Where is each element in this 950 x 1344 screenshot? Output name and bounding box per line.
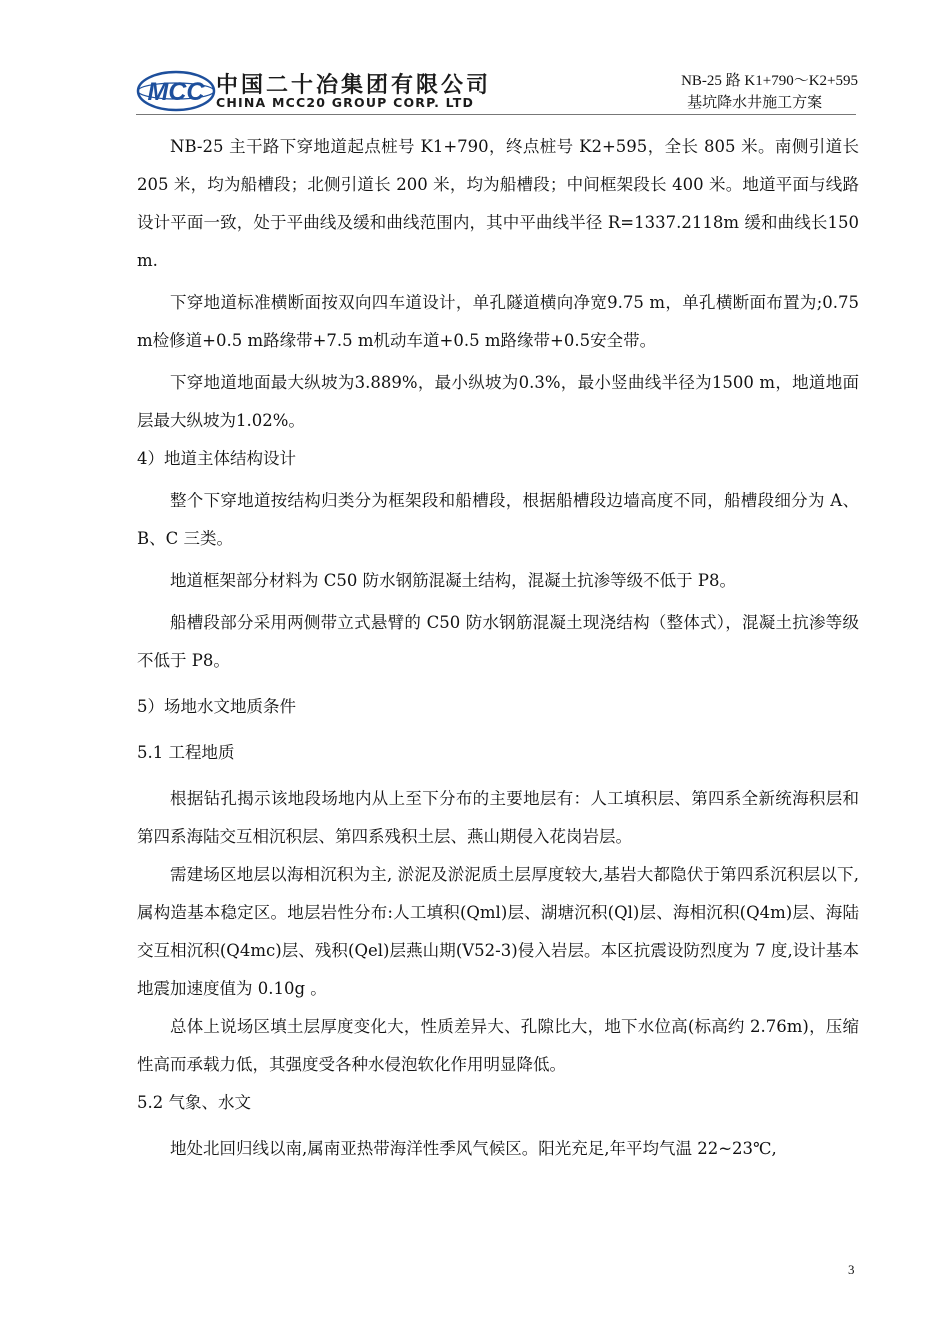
paragraph-climate: 地处北回归线以南,属南亚热带海洋性季风气候区。阳光充足,年平均气温 22~23℃, <box>170 1139 777 1158</box>
doc-title: 基坑降水井施工方案 <box>687 95 823 111</box>
mcc-logo-icon <box>136 70 216 112</box>
header-rule <box>136 114 856 115</box>
logo-english-name: CHINA MCC20 GROUP CORP. LTD <box>216 95 475 110</box>
section-heading-4: 4）地道主体结构设计 <box>137 449 296 468</box>
doc-code: NB-25 路 K1+790～K2+595 <box>681 73 858 89</box>
page-header <box>0 0 950 120</box>
company-logo <box>136 70 492 112</box>
header-doc-info <box>681 70 858 114</box>
paragraph-structure-class: 整个下穿地道按结构归类分为框架段和船槽段，根据船槽段边墙高度不同，船槽段细分为 A、B、C 三类。 <box>137 491 859 548</box>
section-heading-5-1: 5.1 工程地质 <box>137 743 235 762</box>
paragraph-strata: 根据钻孔揭示该地段场地内从上至下分布的主要地层有：人工填积层、第四系全新统海积层和第四系海陆交互相沉积层、第四系残积土层、燕山期侵入花岗岩层。 <box>137 789 859 846</box>
page-number: 3 <box>848 1262 855 1277</box>
paragraph-lithology: 需建场区地层以海相沉积为主, 淤泥及淤泥质土层厚度较大,基岩大都隐伏于第四系沉积层以下,属构造基本稳定区。地层岩性分布:人工填积(Qml)层、湖塘沉积(Ql)层、海相沉积(Q4m)层、海陆交互相沉积(Q4mc)层、残积(Qel)层燕山期(V52-3)侵入岩层。本区抗震设防烈度为 7 度,设计基本地震加速度值为 0.10g 。 <box>137 865 859 998</box>
document-body <box>137 128 859 1168</box>
paragraph-fill-layer: 总体上说场区填土层厚度变化大，性质差异大、孔隙比大，地下水位高(标高约 2.76m)，压缩性高而承载力低，其强度受各种水侵泡软化作用明显降低。 <box>137 1017 859 1074</box>
paragraph-cross-section: 下穿地道标准横断面按双向四车道设计，单孔隧道横向净宽9.75 m，单孔横断面布置为;0.75 m检修道+0.5 m路缘带+7.5 m机动车道+0.5 m路缘带+0.5安全带。 <box>137 293 859 350</box>
paragraph-route-overview: NB-25 主干路下穿地道起点桩号 K1+790，终点桩号 K2+595，全长 805 米。南侧引道长 205 米，均为船槽段；北侧引道长 200 米，均为船槽段；中间框架段长 400 米。地道平面与线路设计平面一致，处于平曲线及缓和曲线范围内，其中平曲线半径 R=1337.2118m 缓和曲线长150 m. <box>137 137 859 270</box>
section-heading-5: 5）场地水文地质条件 <box>137 697 296 716</box>
paragraph-trough-material: 船槽段部分采用两侧带立式悬臂的 C50 防水钢筋混凝土现浇结构（整体式），混凝土抗渗等级不低于 P8。 <box>137 613 859 670</box>
section-heading-5-2: 5.2 气象、水文 <box>137 1093 251 1112</box>
paragraph-grade: 下穿地道地面最大纵坡为3.889%，最小纵坡为0.3%，最小竖曲线半径为1500 m，地道地面层最大纵坡为1.02%。 <box>137 373 859 430</box>
svg-text:MCC: MCC <box>147 78 205 106</box>
logo-chinese-name: 中国二十冶集团有限公司 <box>216 73 492 98</box>
paragraph-frame-material: 地道框架部分材料为 C50 防水钢筋混凝土结构，混凝土抗渗等级不低于 P8。 <box>170 571 736 590</box>
